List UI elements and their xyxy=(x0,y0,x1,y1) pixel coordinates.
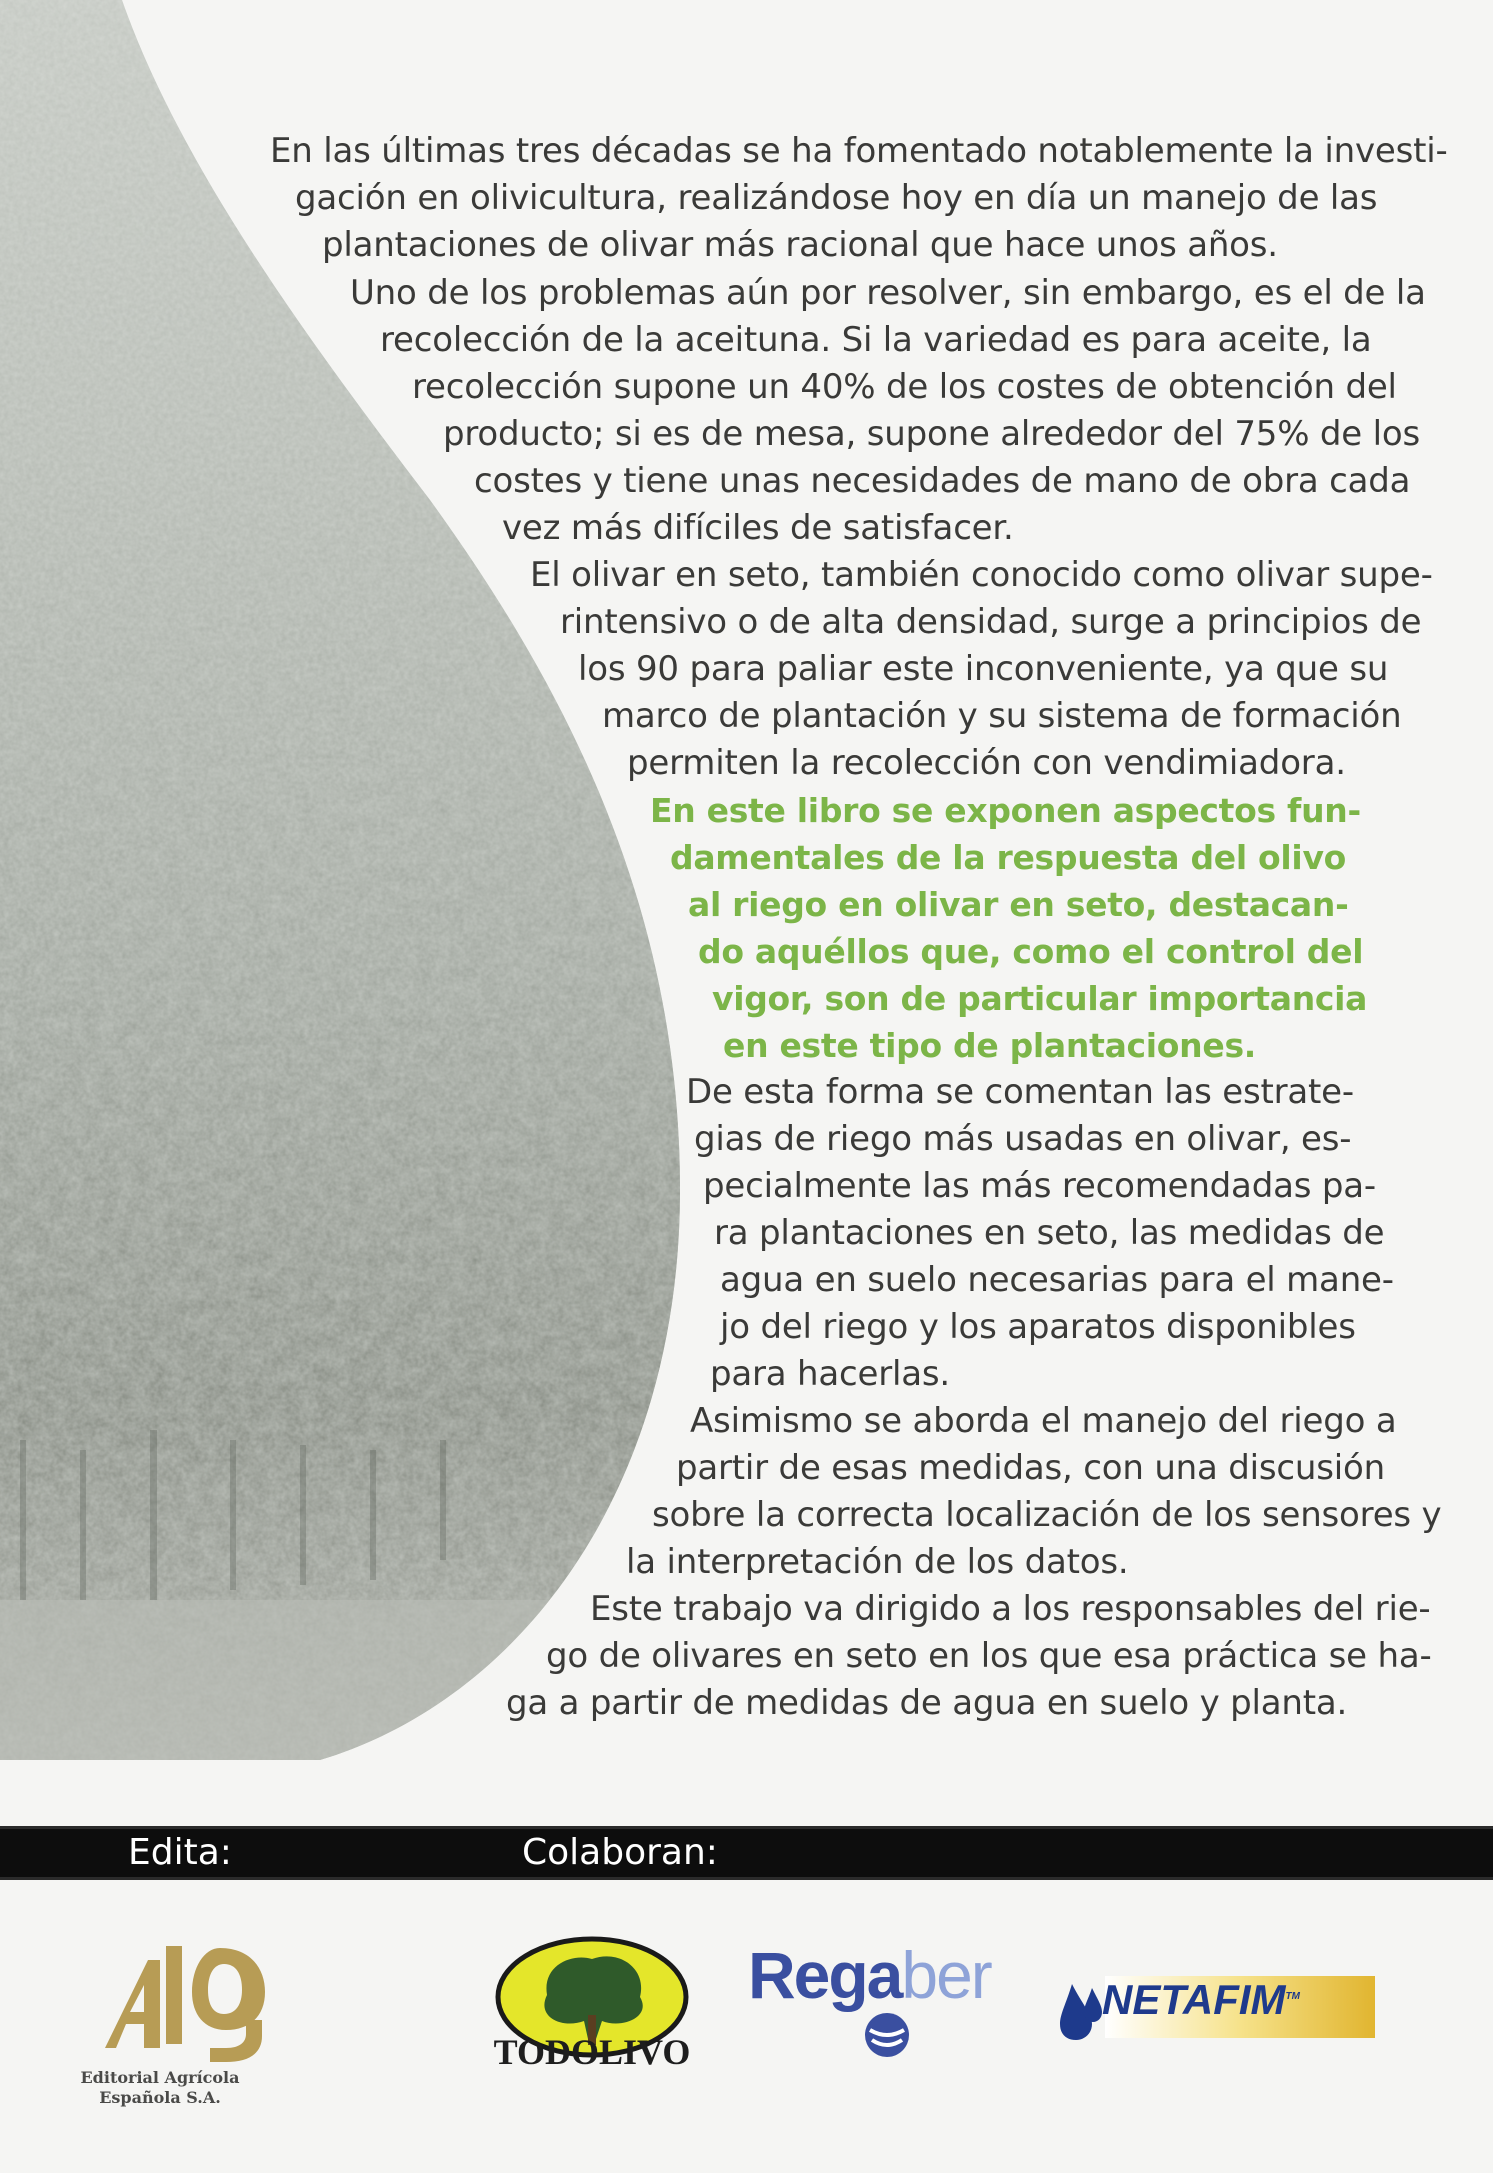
highlight-text-line: al riego en olivar en seto, destacan- xyxy=(688,885,1349,924)
body-text-line: Uno de los problemas aún por resolver, sin embargo, es el de la xyxy=(350,273,1426,313)
body-text-line: ga a partir de medidas de agua en suelo y planta. xyxy=(506,1683,1348,1723)
highlight-text-line: en este tipo de plantaciones. xyxy=(723,1026,1257,1065)
regaber-light: ber xyxy=(901,1938,991,2012)
regaber-bold: Rega xyxy=(748,1938,902,2012)
body-text-line: partir de esas medidas, con una discusión xyxy=(676,1448,1385,1488)
body-text-line: ra plantaciones en seto, las medidas de xyxy=(714,1213,1385,1253)
body-text-line: producto; si es de mesa, supone alrededor del 75% de los xyxy=(443,414,1420,454)
body-text-line: Este trabajo va dirigido a los responsables del rie- xyxy=(590,1589,1431,1629)
todolivo-wordmark: TODOLIVO xyxy=(493,2032,691,2072)
editorial-caption-line-2: Española S.A. xyxy=(99,2088,221,2107)
body-text-line: agua en suelo necesarias para el mane- xyxy=(720,1260,1394,1300)
body-text-line: De esta forma se comentan las estrate- xyxy=(686,1072,1354,1112)
highlight-text-line: damentales de la respuesta del olivo xyxy=(670,838,1347,877)
body-text-line: pecialmente las más recomendadas pa- xyxy=(703,1166,1376,1206)
body-text-line: go de olivares en seto en los que esa práctica se ha- xyxy=(546,1636,1432,1676)
highlight-text-line: En este libro se exponen aspectos fun- xyxy=(650,791,1361,830)
body-text-line: para hacerlas. xyxy=(710,1354,951,1394)
body-text-line: recolección supone un 40% de los costes de obtención del xyxy=(412,367,1397,407)
body-text-line: gación en olivicultura, realizándose hoy en día un manejo de las xyxy=(295,178,1378,218)
body-text-line: El olivar en seto, también conocido como olivar supe- xyxy=(530,555,1433,595)
body-text-line: los 90 para paliar este inconveniente, ya que su xyxy=(578,649,1389,689)
body-text-line: permiten la recolección con vendimiadora. xyxy=(627,743,1346,783)
body-text-line: marco de plantación y su sistema de formación xyxy=(602,696,1402,736)
editorial-agricola-logo xyxy=(100,1940,270,2065)
body-text-line: vez más difíciles de satisfacer. xyxy=(502,508,1014,548)
highlight-text-line: do aquéllos que, como el control del xyxy=(698,932,1364,971)
body-text-line: rintensivo o de alta densidad, surge a principios de xyxy=(560,602,1422,642)
netafim-trademark: TM xyxy=(1285,1991,1300,2002)
body-text-line: sobre la correcta localización de los sensores y xyxy=(652,1495,1442,1535)
netafim-name: NETAFIM xyxy=(1102,1976,1286,2023)
body-text-line: la interpretación de los datos. xyxy=(626,1542,1129,1582)
netafim-wordmark xyxy=(1102,1974,1300,2023)
footer-bar xyxy=(0,1826,1493,1880)
editorial-caption-line-1: Editorial Agrícola xyxy=(80,2068,240,2087)
body-text-line: jo del riego y los aparatos disponibles xyxy=(720,1307,1356,1347)
regaber-wordmark xyxy=(748,1940,991,2010)
editorial-agricola-caption xyxy=(70,2068,250,2108)
body-text-line: gias de riego más usadas en olivar, es- xyxy=(694,1119,1352,1159)
colaboran-label: Colaboran: xyxy=(522,1832,718,1873)
regaber-drop-icon xyxy=(862,2010,912,2060)
highlight-text-line: vigor, son de particular importancia xyxy=(712,979,1368,1018)
body-text-line: costes y tiene unas necesidades de mano de obra cada xyxy=(474,461,1411,501)
body-text-line: recolección de la aceituna. Si la variedad es para aceite, la xyxy=(380,320,1372,360)
body-text-line: Asimismo se aborda el manejo del riego a xyxy=(690,1401,1397,1441)
edita-label: Edita: xyxy=(128,1832,232,1873)
body-text-line: plantaciones de olivar más racional que hace unos años. xyxy=(322,225,1278,265)
body-text-line: En las últimas tres décadas se ha fomentado notablemente la investi- xyxy=(270,131,1448,171)
